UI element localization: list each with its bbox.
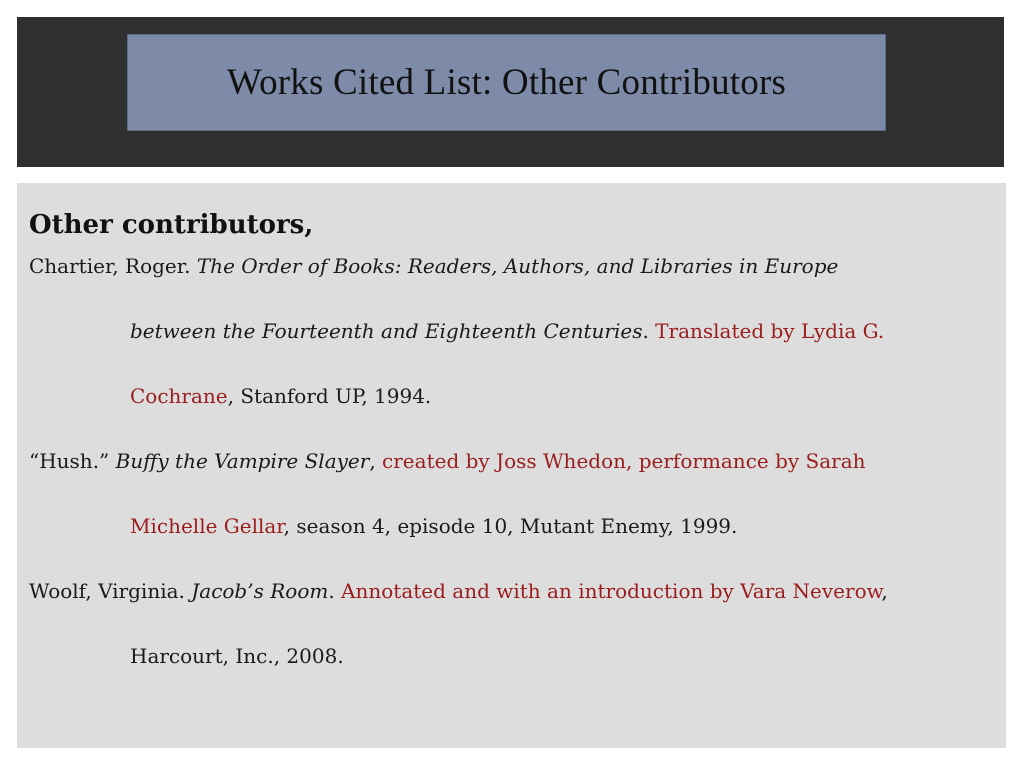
- citation-1-line-1: [29, 251, 994, 316]
- citation-2-line-2: [29, 511, 994, 576]
- citation-2-contributor-part-2: Michelle Gellar: [130, 514, 284, 538]
- citation-3-author: Woolf, Virginia.: [29, 579, 192, 603]
- content-panel: [17, 183, 1006, 748]
- citation-2-comma: ,: [369, 449, 383, 473]
- citation-list: [29, 251, 994, 706]
- citation-2-episode: “Hush.”: [29, 449, 116, 473]
- citation-1-author: Chartier, Roger.: [29, 254, 197, 278]
- citation-1-line-3: [29, 381, 994, 446]
- citation-3-line-2: [29, 641, 994, 706]
- citation-1-publisher: , Stanford UP, 1994.: [227, 384, 432, 408]
- citation-3-publisher: Harcourt, Inc., 2008.: [130, 644, 344, 668]
- citation-2-line-1: [29, 446, 994, 511]
- section-heading: Other contributors,: [29, 210, 314, 240]
- citation-1-period: .: [642, 319, 656, 343]
- citation-3-period: .: [328, 579, 342, 603]
- citation-3-line-1: [29, 576, 994, 641]
- citation-1-title-part-2: between the Fourteenth and Eighteenth Centuries: [130, 319, 643, 343]
- citation-3-comma: ,: [881, 579, 888, 603]
- citation-2-publisher: , season 4, episode 10, Mutant Enemy, 1999.: [283, 514, 738, 538]
- title-box: [127, 34, 886, 131]
- citation-2-title: Buffy the Vampire Slayer: [115, 449, 370, 473]
- citation-3-title: Jacob’s Room: [191, 579, 329, 603]
- citation-2-contributor-part-1: created by Joss Whedon, performance by Sarah: [382, 449, 866, 473]
- citation-1-contributor-part-1: Translated by Lydia G.: [655, 319, 885, 343]
- citation-1-title-part-1: The Order of Books: Readers, Authors, and Libraries in Europe: [196, 254, 839, 278]
- citation-1-contributor-part-2: Cochrane: [130, 384, 228, 408]
- citation-3-contributor: Annotated and with an introduction by Vara Neverow: [341, 579, 882, 603]
- citation-1-line-2: [29, 316, 994, 381]
- slide-title: Works Cited List: Other Contributors: [226, 62, 787, 103]
